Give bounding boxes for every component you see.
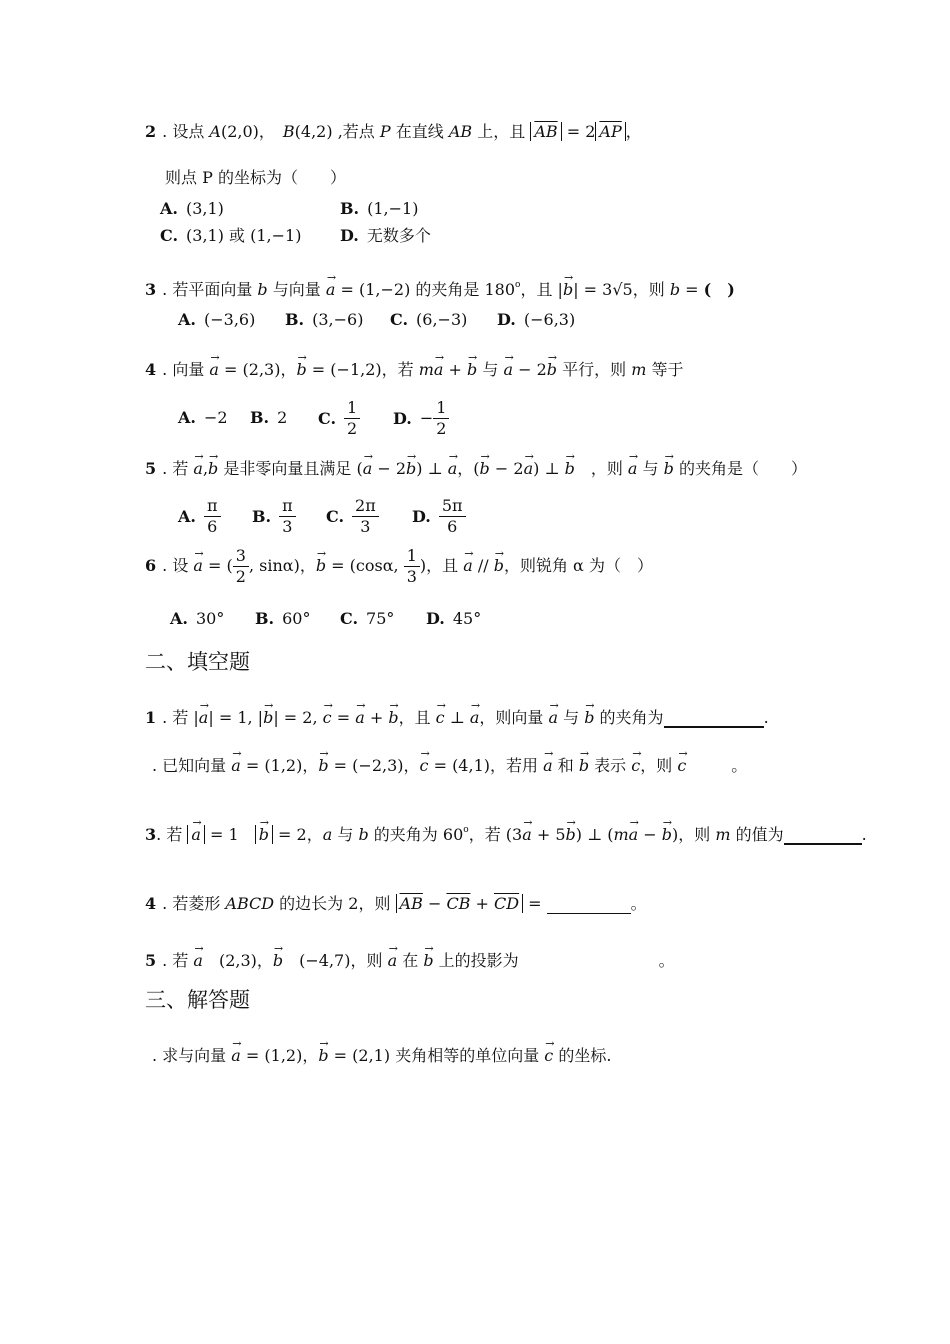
q3-option-a: A. (−3,6) <box>178 310 256 329</box>
a1-stem-line: . 求与向量 → a = (1,2)，→ b = (2,1) 夹角相等的单位向量 → c 的坐标. <box>152 1046 611 1066</box>
q5-option-a: A. $\frac{\pi}{6}$ <box>178 496 221 537</box>
f4-number: 4 <box>145 894 157 913</box>
q4-option-b: B. 2 <box>250 408 288 427</box>
f1-answer-blank[interactable] <box>664 710 764 728</box>
q6-number: 6 <box>145 556 157 575</box>
q5-option-b: B. $\frac{\pi}{3}$ <box>252 496 296 537</box>
q4-stem-line: 4 . 向量 → a = (2,3)，→ b = (−1,2)，若 m→ a + → b 与 → a − 2→ b 平行，则 m 等于 <box>145 360 683 380</box>
f3-stem-line: 3. 若 → a = 1 → b = 2，a 与 b 的夹角为 60$^o$，若 (3→ a + 5→ b) ⊥ (m→ a − → b)，则 m 的值为 . <box>145 820 867 845</box>
section-answer-heading: 三、解答题 <box>145 988 250 1012</box>
q2-stem-line2: 则点 P 的坐标为（ ） <box>165 168 346 187</box>
q4-number: 4 <box>145 360 157 379</box>
q6-option-a: A. 30° <box>170 609 225 628</box>
section-fill-in-heading: 二、填空题 <box>145 650 250 674</box>
q5-number: 5 <box>145 459 157 478</box>
q3-stem-line: 3 . 若平面向量 b 与向量 → a = (1,−2) 的夹角是 180$^o$，且 |→ b| = 3√5，则 b = ( ) <box>145 275 735 300</box>
f1-number: 1 <box>145 708 157 727</box>
f2-stem-line: . 已知向量 → a = (1,2)，→ b = (−2,3)，→ c = (4,1)，若用 → a 和 → b 表示 → c，则 → c 。 <box>152 756 747 776</box>
q3-option-c: C. (6,−3) <box>390 310 468 329</box>
q3-option-b: B. (3,−6) <box>285 310 364 329</box>
f3-answer-blank[interactable] <box>784 827 862 845</box>
q6-option-d: D. 45° <box>426 609 482 628</box>
q2-option-d: D. 无数多个 <box>340 226 431 245</box>
f4-answer-blank[interactable] <box>547 897 631 914</box>
q2-option-a: A. (3,1) <box>160 199 224 218</box>
q3-number: 3 <box>145 280 157 299</box>
f3-number: 3 <box>145 825 157 844</box>
q3-option-d: D. (−6,3) <box>497 310 576 329</box>
q2-stem-line: 2 . 设点 A(2,0)， B(4,2) ,若点 P 在直线 AB 上，且 $\overline{AB} = 2$ $\overline{AP}$ ， <box>145 122 642 141</box>
q2-option-b: B. (1,−1) <box>340 199 419 218</box>
f5-stem-line: 5 . 若 → a (2,3)，→ b (−4,7)，则 → a 在 → b 上的投影为 。 <box>145 951 675 971</box>
q5-option-d: D. $\frac{5\pi}{6}$ <box>412 496 466 537</box>
f2-number: . <box>152 756 158 775</box>
q2-number: 2 <box>145 122 157 141</box>
f5-number: 5 <box>145 951 157 970</box>
q4-option-d: D. − $\frac{1}{2}$ <box>393 398 449 439</box>
q5-option-c: C. $\frac{2\pi}{3}$ <box>326 496 379 537</box>
q6-stem-line: 6 . 设 → a = ( $\frac{3}{2}$ , sinα)，→ b = (cosα, $\frac{1}{3}$ )，且 → a // → b，则锐角 α 为（ ） <box>145 546 653 587</box>
q4-option-c: C. $\frac{1}{2}$ <box>318 398 360 439</box>
a1-number: . <box>152 1046 158 1065</box>
f1-stem-line: 1 . 若 |→ a| = 1, |→ b| = 2, → c = → a + → b，且 → c ⊥ → a，则向量 → a 与 → b 的夹角为 . <box>145 708 769 728</box>
q6-option-c: C. 75° <box>340 609 395 628</box>
q6-option-b: B. 60° <box>255 609 311 628</box>
q4-option-a: A. −2 <box>178 408 228 427</box>
q2-option-c: C. (3,1) 或 (1,−1) <box>160 226 302 245</box>
f4-stem-line: 4 . 若菱形 ABCD 的边长为 2，则 $\overline{AB} - \overline{CB} + \overline{CD}$ = 。 <box>145 894 647 913</box>
q5-stem-line: 5 . 若 → a,→ b 是非零向量且满足 (→ a − 2→ b) ⊥ → a，(→ b − 2→ a) ⊥ → b ，则 → a 与 → b 的夹角是（ ） <box>145 459 807 479</box>
